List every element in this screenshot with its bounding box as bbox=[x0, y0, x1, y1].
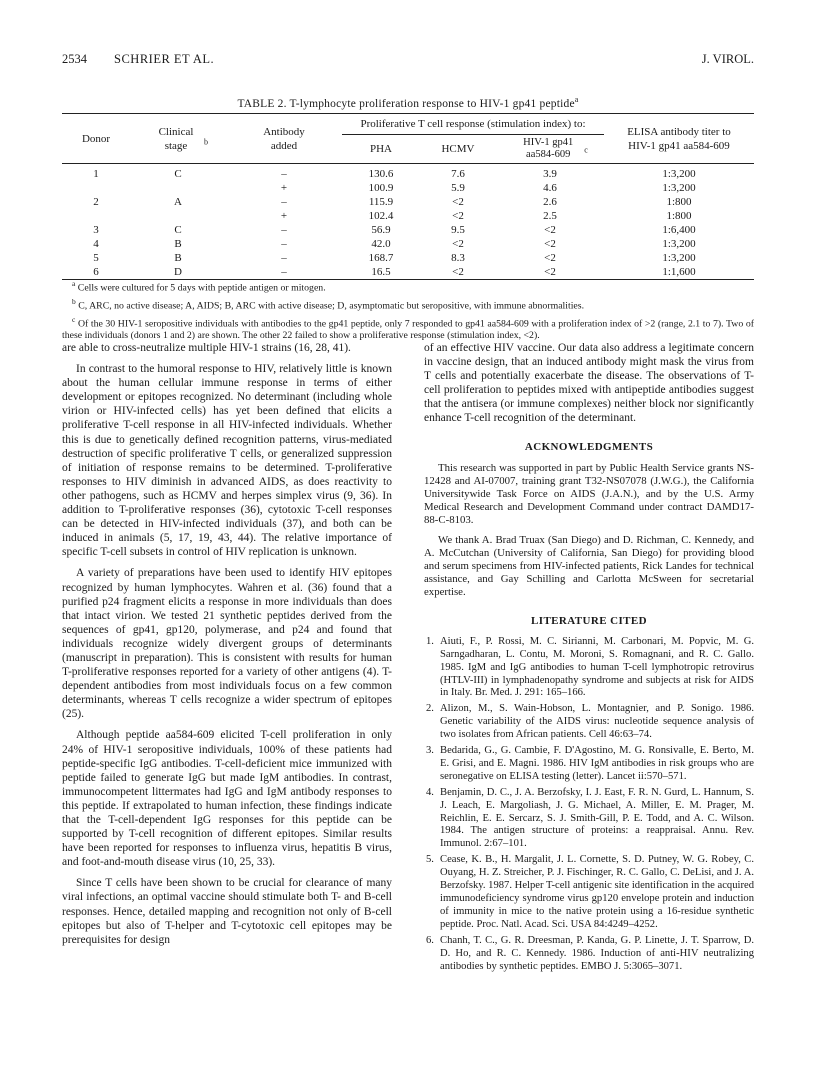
reference-item: 1. Aiuti, F., P. Rossi, M. C. Sirianni, M. Carbonari, M. Popvic, M. G. Sarngadharan, L. Contu, M. Moroni, S. Romagnani, and R. C. Gallo. 1985. IgM and IgG antibodies to human T-cell lymphotropic retrovirus (HTLV-III) in lymphadenopathy syndrome and subjects at risk for AIDS in Italy. Br. Med. J. 291: 165–166. bbox=[426, 635, 754, 699]
cell-elisa: 1:3,200 bbox=[662, 182, 696, 194]
table-row bbox=[62, 181, 754, 195]
acknowledgment-paragraph: This research was supported in part by Public Health Service grants NS-12428 and AI-07007, training grant T32-NS07078 (J.W.G.), the California Universitywide Task Force on AIDS (J.A.N.), and by the U.S. Army Medical Research and Development Command under contract DAMD17-88-C-8103. bbox=[424, 461, 754, 527]
cell-pha: 16.5 bbox=[342, 265, 420, 280]
reference-item: 4. Benjamin, D. C., J. A. Berzofsky, I. J. East, F. R. N. Gurd, L. Hannum, S. J. Leach, E. Margoliash, J. G. Michael, A. Miller, E. M. Prager, M. Reichlin, E. E. Sercarz, S. J. Smith-Gill, P. E. Todd, and A. C. Wilson. 1984. The antigen structure of proteins: a reappraisal. Annu. Rev. Immunol. 2:67–101. bbox=[426, 786, 754, 850]
col-header-proliferative-span: Proliferative T cell response (stimulation index) to: bbox=[342, 114, 604, 135]
table-title-text: TABLE 2. T-lymphocyte proliferation response to HIV-1 gp41 peptide bbox=[237, 97, 575, 110]
cell-hcmv: 8.3 bbox=[451, 252, 465, 264]
cell-donor bbox=[62, 181, 130, 195]
reference-item: 6. Chanh, T. C., G. R. Dreesman, P. Kanda, G. P. Linette, J. T. Sparrow, D. D. Ho, and R. C. Kennedy. 1986. Induction of anti-HIV neutralizing antibodies by synthetic peptides. EMBO J. 5:3065–3071. bbox=[426, 934, 754, 972]
acknowledgments-heading: ACKNOWLEDGMENTS bbox=[524, 440, 654, 453]
reference-list bbox=[424, 636, 754, 974]
body-paragraph: A variety of preparations have been used to identify HIV epitopes recognized by human lymphocytes. Wahren et al. (36) found that a purified p24 fragment elicits a response in more individuals than does that intact virion. We tested 21 synthetic peptides derived from the sequences of gp41, gp120, polymerase, and p24 and found that individuals recognize widely divergent groups of determinants (manuscript in preparation). This is consistent with results for human T-proliferative responses reported for a variety of other antigens (4). T-dependent antibodies from most individuals focus on a few common determinants, whereas T cells recognize a wider spectrum of epitopes (25). bbox=[62, 567, 392, 721]
cell-pha: 130.6 bbox=[368, 168, 394, 180]
body-paragraph: are able to cross-neutralize multiple HIV-1 strains (16, 28, 41). bbox=[62, 342, 351, 354]
cell-stage: B bbox=[174, 252, 182, 264]
cell-elisa: 1:1,600 bbox=[604, 265, 754, 280]
cell-gp41: 4.6 bbox=[543, 182, 557, 194]
cell-stage bbox=[130, 181, 226, 195]
col-header-gp41: HIV-1 gp41 aa584-609 $^c$ bbox=[496, 135, 604, 164]
table-row bbox=[62, 195, 754, 209]
cell-elisa: 1:800 bbox=[666, 196, 692, 208]
table-row bbox=[62, 223, 754, 237]
reference-item: 3. Bedarida, G., G. Cambie, F. D'Agostino, M. G. Ronsivalle, E. Berto, M. E. Grisi, and E. Magni. 1986. HIV IgM antibodies in risk groups who are seronegative on ELISA testing (letter). Lancet ii:570–571. bbox=[426, 745, 754, 782]
cell-gp41: <2 bbox=[544, 238, 556, 250]
table-row bbox=[62, 209, 754, 223]
body-paragraph: Although peptide aa584-609 elicited T-cell proliferation in only 24% of HIV-1 seropositive individuals, 100% of these patients had peptide-specific IgG antibodies. T-cell-deficient mice immunized with peptide failed to generate IgG but made IgM antibodies. In contrast, immunocompetent littermates had IgG and IgM antibody responses to this peptide. If extrapolated to human infection, these findings indicate that the T-cell-dependent IgG responses for this peptide can be supported by T-cell recognition of different epitopes. Similar results have been reported for responses to influenza virus, hepatitis B virus, and foot-and-mouth disease virus (10, 25, 33). bbox=[62, 729, 392, 869]
left-column bbox=[62, 341, 392, 947]
cell-elisa: 1:3,200 bbox=[662, 252, 696, 264]
cell-hcmv: <2 bbox=[420, 265, 496, 280]
running-header bbox=[62, 52, 754, 72]
col-header-donor: Donor bbox=[62, 114, 130, 164]
reference-item: 2. Alizon, M., S. Wain-Hobson, L. Montagnier, and P. Sonigo. 1986. Genetic variability of the AIDS virus: nucleotide sequence analysis of two isolates from African patients. Cell 46:63–74. bbox=[426, 703, 754, 741]
acknowledgment-paragraph: We thank A. Brad Truax (San Diego) and D. Richman, C. Kennedy, and A. McCutchan (University of California, San Diego) for providing blood and serum specimens from HIV-infected patients, Rick Landes for technical assistance, and Gay Schilling and Carlotta McSween for secretarial expertise. bbox=[424, 533, 754, 599]
cell-pha: 115.9 bbox=[368, 196, 394, 208]
cell-gp41: 3.9 bbox=[543, 168, 557, 180]
cell-stage: D bbox=[130, 265, 226, 280]
cell-donor: 1 bbox=[93, 168, 99, 180]
cell-stage: C bbox=[174, 224, 182, 236]
cell-gp41: <2 bbox=[544, 224, 556, 236]
cell-donor: 3 bbox=[93, 224, 99, 236]
cell-hcmv: 5.9 bbox=[451, 182, 465, 194]
cell-pha: 42.0 bbox=[371, 238, 391, 250]
col-header-pha: PHA bbox=[342, 135, 420, 164]
cell-hcmv: 9.5 bbox=[451, 224, 465, 236]
cell-antibody: – bbox=[281, 196, 287, 208]
table-footnote: $^a$ Cells were cultured for 5 days with peptide antigen or mitogen. bbox=[72, 279, 326, 294]
cell-donor: 6 bbox=[62, 265, 130, 280]
table-row bbox=[62, 237, 754, 251]
cell-gp41: <2 bbox=[496, 265, 604, 280]
cell-antibody: – bbox=[281, 168, 287, 180]
cell-antibody: – bbox=[281, 224, 287, 236]
cell-elisa: 1:3,200 bbox=[662, 168, 696, 180]
cell-hcmv: <2 bbox=[452, 196, 464, 208]
cell-gp41: 2.6 bbox=[543, 196, 557, 208]
cell-donor: 4 bbox=[93, 238, 99, 250]
cell-hcmv: 7.6 bbox=[451, 168, 465, 180]
cell-stage: C bbox=[174, 168, 182, 180]
cell-donor: 5 bbox=[93, 252, 99, 264]
cell-stage: A bbox=[174, 196, 182, 208]
cell-elisa: 1:800 bbox=[666, 210, 692, 222]
cell-stage: B bbox=[174, 238, 182, 250]
col-header-hcmv: HCMV bbox=[420, 135, 496, 164]
journal-name: J. VIROL. bbox=[701, 52, 754, 66]
cell-pha: 56.9 bbox=[371, 224, 391, 236]
cell-antibody: + bbox=[280, 210, 288, 222]
cell-antibody: – bbox=[281, 238, 287, 250]
cell-antibody: – bbox=[281, 252, 287, 264]
body-paragraph: In contrast to the humoral response to HIV, relatively little is known about the human cellular immune response in terms of either development or epitopes recognized. No determinant (including whole virion or HIV-infected cells) has yet been defined that elicits a proliferative T-cell response in all HIV-infected individuals. Whether this is due to genetically defined recognition patterns, virus-mediated destruction of specific proliferative T cells, or generalized suppression of initiation of response remains to be determined. T-proliferative responses to HIV diminish in advanced AIDS, as does reactivity to other pathogens, such as HCMV and herpes simplex virus (9, 36). In addition to T-proliferative responses (36), cytotoxic T-cell responses can be detected in HIV-infected individuals (37), and both can be induced in animals (5, 17, 19, 43, 44). The relative importance of specific T-cell subsets in control of HIV replication is unknown. bbox=[62, 363, 392, 559]
cell-stage bbox=[130, 209, 226, 223]
table-row bbox=[62, 164, 754, 182]
cell-antibody: + bbox=[280, 182, 288, 194]
col-header-clinical-stage: Clinical stage $^b$ bbox=[130, 114, 226, 164]
col-header-antibody: Antibody added bbox=[226, 114, 342, 164]
right-column bbox=[424, 341, 754, 976]
cell-donor: 2 bbox=[93, 196, 99, 208]
cell-elisa: 1:3,200 bbox=[662, 238, 696, 250]
cell-donor bbox=[62, 209, 130, 223]
col-header-elisa: ELISA antibody titer to HIV-1 gp41 aa584-609 bbox=[604, 114, 754, 164]
cell-gp41: 2.5 bbox=[543, 210, 557, 222]
table-title bbox=[62, 95, 754, 110]
cell-hcmv: <2 bbox=[452, 210, 464, 222]
running-authors: SCHRIER ET AL. bbox=[114, 52, 215, 66]
proliferation-table bbox=[62, 113, 754, 280]
literature-cited-heading: LITERATURE CITED bbox=[531, 614, 647, 627]
table-footnotes bbox=[62, 278, 754, 344]
cell-pha: 100.9 bbox=[368, 182, 394, 194]
cell-hcmv: <2 bbox=[452, 238, 464, 250]
table-footnote: $^b$ C, ARC, no active disease; A, AIDS; B, ARC with active disease; D, asymptomatic but seropositive, with immune abnormalities. bbox=[72, 296, 585, 312]
body-paragraph: of an effective HIV vaccine. Our data also address a legitimate concern in vaccine design, that an induced antibody might mask the virus from T cells and potentially exacerbate the disease. The observations of T-cell proliferation to peptides mixed with antipeptide antibodies suggest that the antisera (or immune complexes) neither block nor significantly enhance T-cell recognition of the determinant. bbox=[424, 342, 754, 425]
cell-pha: 102.4 bbox=[368, 210, 394, 222]
cell-elisa: 1:6,400 bbox=[662, 224, 696, 236]
body-paragraph: Since T cells have been shown to be crucial for clearance of many viral infections, an optimal vaccine should stimulate both T- and B-cell responses. Hence, detailed mapping and recognition not only of B-cell epitopes but also of T-helper and T-cytotoxic cell epitopes may be prerequisites for design bbox=[62, 877, 392, 946]
table-footnote: $^c$ Of the 30 HIV-1 seropositive individuals with antibodies to the gp41 peptide, only 7 responded to gp41 aa584-609 with a proliferation index of >2 (range, 2.1 to 7). Two of these individuals (donors 1 and 2) are shown. The other 22 failed to show a proliferative response (stimulation index, <2). bbox=[62, 314, 754, 342]
page-number: 2534 bbox=[62, 52, 87, 66]
cell-gp41: <2 bbox=[544, 252, 556, 264]
reference-item: 5. Cease, K. B., H. Margalit, J. L. Cornette, S. D. Putney, W. G. Robey, C. Ouyang, H. Z. Streicher, P. J. Fischinger, R. C. Gallo, C. DeLisi, and J. A. Berzofsky. 1987. Helper T-cell antigenic site identification in the acquired immunodeficiency syndrome virus gp120 envelope protein and induction of immunity in mice to the native protein using a 16-residue synthetic peptide. Proc. Natl. Acad. Sci. USA 84:4249–4252. bbox=[426, 854, 754, 930]
cell-pha: 168.7 bbox=[368, 252, 394, 264]
table-title-footnote-mark: a bbox=[574, 95, 579, 104]
table-row bbox=[62, 251, 754, 265]
cell-antibody: – bbox=[226, 265, 342, 280]
